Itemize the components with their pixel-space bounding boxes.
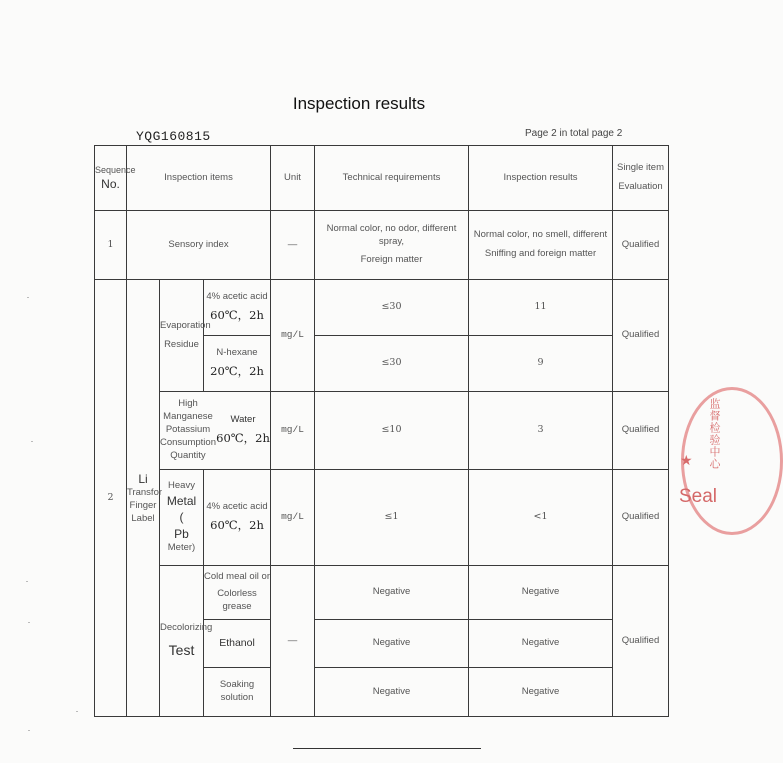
row-evap-acetic [95, 280, 669, 336]
seal-star-icon: ★ [680, 452, 693, 468]
heavy-metal-line3: ( [179, 510, 184, 525]
decolor-unit: — [271, 566, 315, 717]
heavy-metal-line5: Meter) [167, 541, 196, 553]
kmno4-inner [160, 398, 270, 462]
heavy-metal-result: <1 [469, 470, 613, 566]
decolor-soak-result: Negative [469, 668, 613, 717]
evap-hexane-label: N-hexane [216, 347, 258, 359]
kmno4-water-label: Water [230, 414, 256, 426]
row1-result-line2: Sniffing and foreign matter [484, 248, 597, 259]
row2-category [127, 280, 163, 717]
evap-hexane-result: 9 [469, 336, 613, 392]
kmno4-label-line4: Quantity [170, 449, 206, 461]
evap-label [160, 280, 211, 392]
decolor-soak-req: Negative [315, 668, 469, 717]
decolor-oil-req: Negative [315, 566, 469, 620]
evap-acetic-label: 4% acetic acid [206, 291, 268, 303]
row1-tech-line2: Foreign matter [360, 254, 423, 266]
evap-hexane-condition [204, 336, 271, 392]
kmno4-label-cell [160, 392, 271, 470]
decolor-eval: Qualified [613, 566, 669, 717]
decolor-oil-result: Negative [469, 566, 613, 620]
seal-label: Seal [679, 486, 718, 507]
header-row [95, 146, 669, 211]
header-sequence-line1: Sequence [95, 164, 136, 175]
kmno4-unit: mg/L [271, 392, 315, 470]
inspection-table [94, 145, 669, 717]
kmno4-result: 3 [469, 392, 613, 470]
decolor-oil-line2: Colorless grease [217, 588, 257, 612]
row-sensory [95, 211, 669, 280]
row1-tech [315, 211, 469, 280]
decolor-label-line2: Test [168, 641, 195, 658]
decolor-ethanol: Ethanol [204, 620, 271, 668]
evap-label-line2: Residue [164, 338, 199, 350]
evap-acetic-result: 11 [469, 280, 613, 336]
header-evaluation [613, 146, 669, 211]
heavy-metal-condition [204, 470, 271, 566]
evap-acetic-req: ≤30 [315, 280, 469, 336]
heavy-metal-unit: mg/L [271, 470, 315, 566]
row2-category-line1: Li [138, 471, 148, 486]
header-results: Inspection results [469, 146, 613, 211]
footer-rule [293, 748, 481, 749]
header-items: Inspection items [127, 146, 271, 211]
decolor-ethanol-req: Negative [315, 620, 469, 668]
row1-result-line1: Normal color, no smell, different [473, 229, 608, 241]
header-tech: Technical requirements [315, 146, 469, 211]
heavy-metal-acid-label: 4% acetic acid [206, 501, 268, 513]
decolor-oil [204, 566, 271, 620]
evap-label-line1: Evaporation [160, 319, 211, 331]
kmno4-label-line3: Consumption [160, 436, 216, 448]
row1-tech-line1: Normal color, no odor, different spray, [326, 222, 457, 247]
kmno4-eval: Qualified [613, 392, 669, 470]
heavy-metal-line2: Metal [166, 494, 197, 509]
row2-category-line3: Finger [129, 499, 157, 511]
header-eval-line1: Single item [617, 162, 664, 174]
header-sequence-line2: No. [101, 176, 120, 191]
decolor-oil-line1: Cold meal oil or [204, 571, 270, 583]
heavy-metal-acid-cond: 60℃，2h [210, 518, 264, 533]
page-title: Inspection results [292, 94, 426, 113]
evap-hexane-req: ≤30 [315, 336, 469, 392]
row1-unit: — [271, 211, 315, 280]
decolor-label-line1: Decolorizing [160, 622, 213, 634]
header-sequence [95, 146, 136, 211]
kmno4-water [216, 398, 270, 462]
page-info: Page 2 in total page 2 [525, 128, 623, 139]
heavy-metal-line4: Pb [174, 526, 189, 541]
row2-category-line2: Transfor [127, 486, 163, 498]
row1-seq: 1 [95, 211, 127, 280]
seal-text: 监督检验中心 [708, 398, 720, 470]
heavy-metal-eval: Qualified [613, 470, 669, 566]
heavy-metal-req: ≤1 [315, 470, 469, 566]
row1-item: Sensory index [127, 211, 271, 280]
evap-unit: mg/L [271, 280, 315, 392]
decolor-ethanol-result: Negative [469, 620, 613, 668]
row2-seq: 2 [95, 280, 127, 717]
evap-eval: Qualified [613, 280, 669, 392]
evap-hexane-cond: 20℃，2h [210, 364, 264, 379]
row1-eval: Qualified [613, 211, 669, 280]
evap-acetic-condition [204, 280, 271, 336]
decolor-soak: Soaking solution [204, 668, 271, 717]
evap-acetic-cond: 60℃，2h [210, 308, 264, 323]
kmno4-label [160, 398, 216, 462]
kmno4-label-line1: High Manganese [163, 398, 213, 423]
kmno4-label-line2: Potassium [165, 424, 211, 436]
heavy-metal-line1: Heavy [168, 480, 195, 492]
kmno4-water-cond: 60℃，2h [216, 431, 270, 446]
kmno4-req: ≤10 [315, 392, 469, 470]
row2-category-line4: Label [131, 512, 155, 524]
row-heavy-metal [95, 470, 669, 566]
heavy-metal-label [160, 470, 204, 566]
header-eval-line2: Evaluation [618, 181, 663, 192]
report-code: YQG160815 [136, 129, 211, 144]
header-unit: Unit [271, 146, 315, 211]
decolor-label [160, 566, 213, 717]
row-decolor-oil [95, 566, 669, 620]
row1-result [469, 211, 613, 280]
row-kmno4 [95, 392, 669, 470]
